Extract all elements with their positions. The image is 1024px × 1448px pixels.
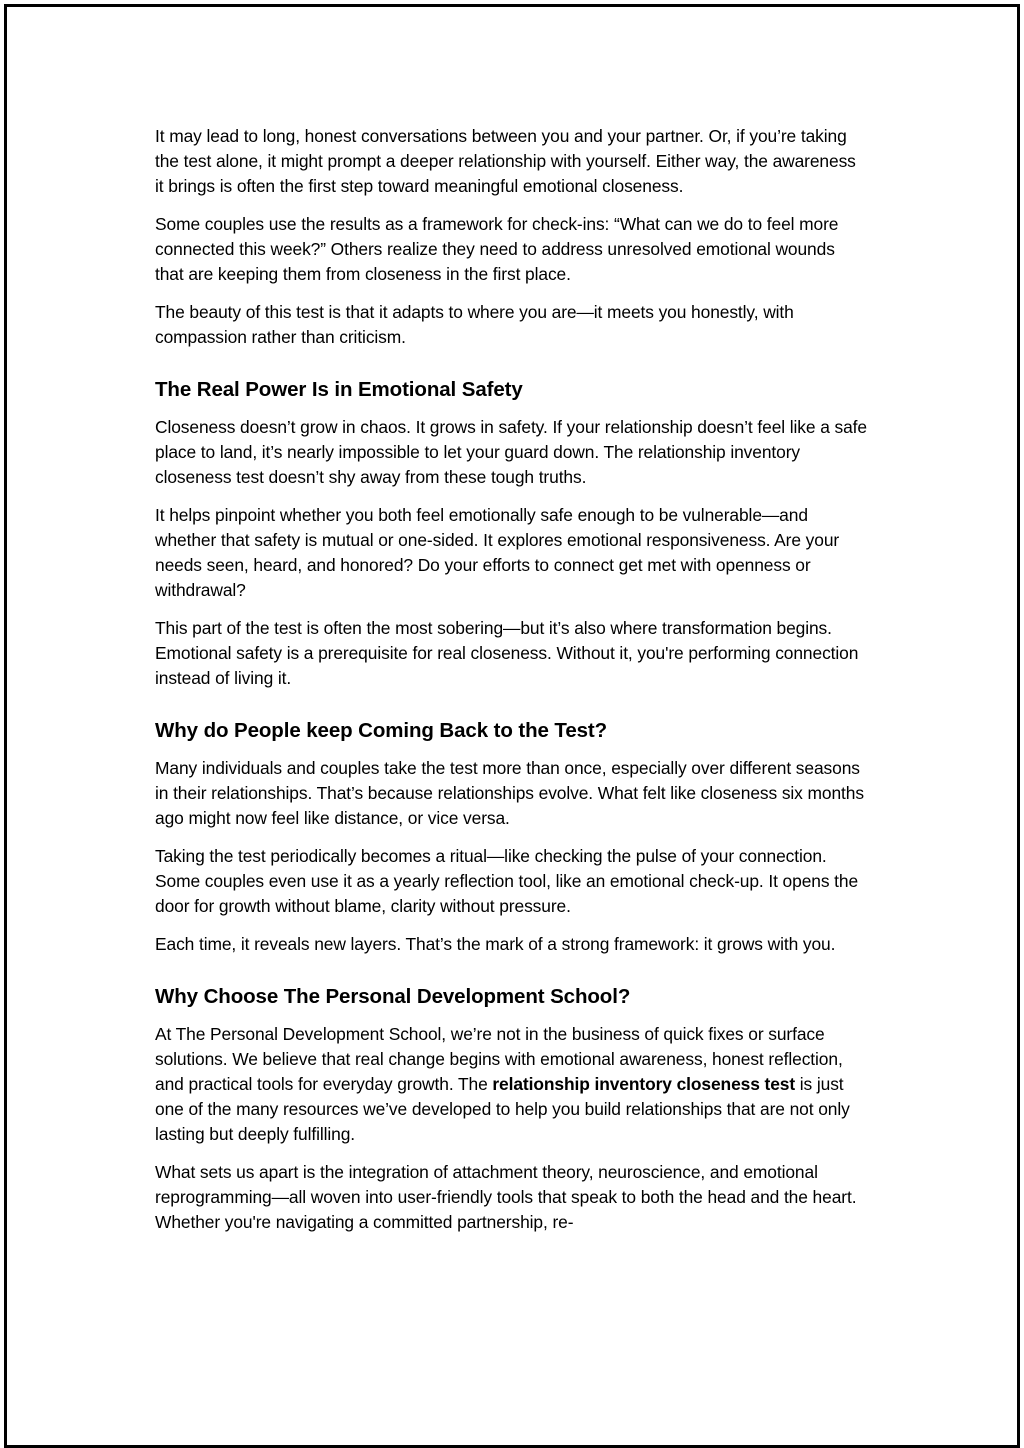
paragraph: Taking the test periodically becomes a ritual—like checking the pulse of your connection. Some couples even use it as a yearly reflection tool, like an emotional check-up. It opens the door for growth without blame, clarity without pressure. [155,846,859,916]
paragraph: The beauty of this test is that it adapts to where you are—it meets you honestly, with compassion rather than criticism. [155,302,794,347]
section-heading-coming-back: Why do People keep Coming Back to the Test? [155,719,608,742]
paragraph: It may lead to long, honest conversations between you and your partner. Or, if you’re taking the test alone, it might prompt a deeper relationship with yourself. Either way, the awareness it brings is often the first step toward meaningful emotional closeness. [155,126,856,196]
paragraph: Closeness doesn’t grow in chaos. It grows in safety. If your relationship doesn’t feel like a safe place to land, it’s nearly impossible to let your guard down. The relationship inventory closeness test doesn’t shy away from these tough truths. [155,417,867,487]
paragraph: Many individuals and couples take the test more than once, especially over different seasons in their relationships. That’s because relationships evolve. What felt like closeness six months ago might now feel like distance, or vice versa. [155,758,864,828]
paragraph: What sets us apart is the integration of attachment theory, neuroscience, and emotional reprogramming—all woven into user-friendly tools that speak to both the head and the heart. Whether you're navigating a committed partnership, re- [155,1162,857,1232]
paragraph-text-after: is just one of the many resources we’ve developed to help you build relationships that are not only lasting but deeply fulfilling. [155,1074,850,1144]
paragraph: It helps pinpoint whether you both feel emotionally safe enough to be vulnerable—and whether that safety is mutual or one-sided. It explores emotional responsiveness. Are your needs seen, heard, and honored? Do your efforts to connect get met with openness or withdrawal? [155,505,840,600]
section-heading-why-choose: Why Choose The Personal Development School? [155,985,631,1008]
paragraph-text-before: At The Personal Development School, we’re not in the business of quick fixes or surface solutions. We believe that real change begins with emotional awareness, honest reflection, and practical tools for everyday growth. The [155,1024,843,1094]
document-body [155,124,867,1248]
paragraph: Each time, it reveals new layers. That’s the mark of a strong framework: it grows with you. [155,934,836,954]
section-heading-emotional-safety: The Real Power Is in Emotional Safety [155,378,523,401]
paragraph-with-bold-link [155,1022,867,1147]
paragraph: Some couples use the results as a framework for check-ins: “What can we do to feel more connected this week?” Others realize they need to address unresolved emotional wounds that are keeping them from closeness in the first place. [155,214,839,284]
paragraph: This part of the test is often the most sobering—but it’s also where transformation begins. Emotional safety is a prerequisite for real closeness. Without it, you're performing connection instead of living it. [155,618,859,688]
bold-keyword: relationship inventory closeness test [492,1074,796,1094]
